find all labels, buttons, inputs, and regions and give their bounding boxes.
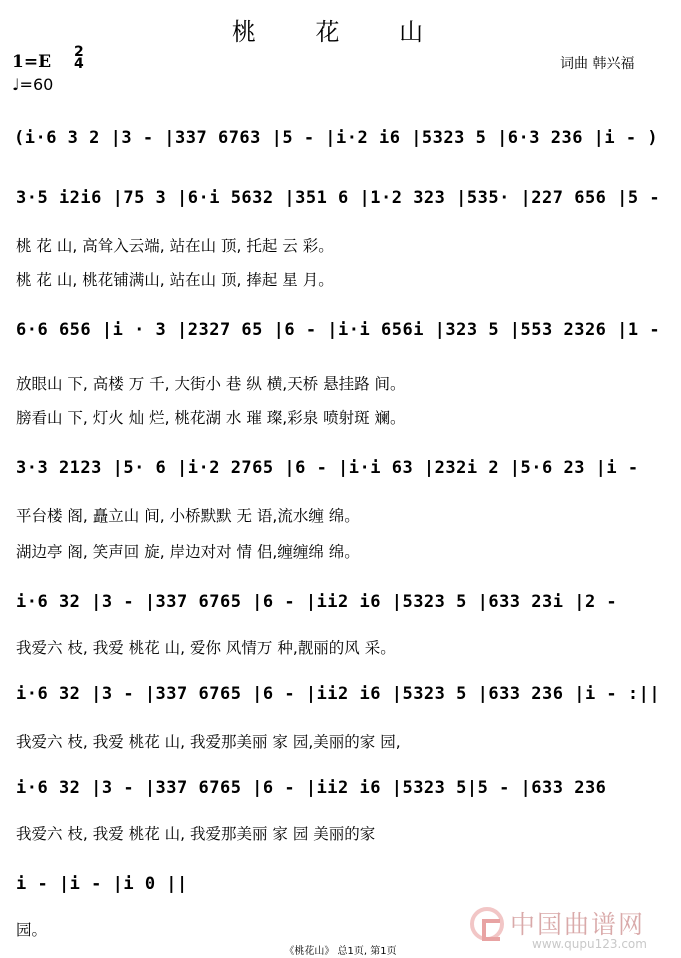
lyric-line: 桃 花 山, 桃花铺满山, 站在山 顶, 捧起 星 月。	[16, 271, 334, 289]
lyric-line: 膀看山 下, 灯火 灿 烂, 桃花湖 水 璀 璨,彩泉 喷射斑 斓。	[16, 409, 406, 427]
lyric-line: 我爱六 枝, 我爱 桃花 山, 我爱那美丽 家 园 美丽的家	[16, 825, 376, 843]
notation-row: i·6 32 |3 - |337 6765 |6 - |ii2 i6 |5323 5 |633 23i |2 -	[16, 592, 618, 612]
page-footer: 《桃花山》 总1页, 第1页	[284, 946, 397, 957]
watermark-name: 中国曲谱网	[510, 910, 646, 939]
notation-row: i - |i - |i 0 ||	[16, 874, 188, 894]
lyric-line: 我爱六 枝, 我爱 桃花 山, 爱你 风情万 种,靓丽的风 采。	[16, 639, 396, 657]
site-logo-icon	[470, 907, 504, 941]
notation-row: i·6 32 |3 - |337 6765 |6 - |ii2 i6 |5323 5 |633 236 |i - :||	[16, 684, 661, 704]
notation-row: 6·6 656 |i · 3 |2327 65 |6 - |i·i 656i |323 5 |553 2326 |1 -	[16, 320, 661, 340]
lyric-line: 桃 花 山, 高耸入云端, 站在山 顶, 托起 云 彩。	[16, 237, 334, 255]
notation-row: 3·3 2123 |5· 6 |i·2 2765 |6 - |i·i 63 |232i 2 |5·6 23 |i -	[16, 458, 639, 478]
key-signature: 1=E	[12, 52, 52, 72]
watermark-url: www.qupu123.com	[532, 937, 647, 951]
tempo-marking: ♩=60	[12, 75, 54, 94]
lyric-line: 平台楼 阁, 矗立山 间, 小桥默默 无 语,流水缠 绵。	[16, 507, 360, 525]
lyric-line: 园。	[16, 921, 48, 939]
lyric-line: 湖边亭 阁, 笑声回 旋, 岸边对对 情 侣,缠缠绵 绵。	[16, 543, 360, 561]
page-title: 桃 花 山	[231, 18, 450, 46]
lyric-line: 我爱六 枝, 我爱 桃花 山, 我爱那美丽 家 园,美丽的家 园,	[16, 733, 401, 751]
notation-row: 3·5 i2i6 |75 3 |6·i 5632 |351 6 |1·2 323 |535· |227 656 |5 -	[16, 188, 661, 208]
lyric-line: 放眼山 下, 高楼 万 千, 大街小 巷 纵 横,天桥 悬挂路 间。	[16, 375, 406, 393]
notation-row: (i·6 3 2 |3 - |337 6763 |5 - |i·2 i6 |5323 5 |6·3 236 |i - )	[14, 128, 659, 148]
notation-row: i·6 32 |3 - |337 6765 |6 - |ii2 i6 |5323 5|5 - |633 236	[16, 778, 607, 798]
credit-line: 词曲 韩兴福	[560, 56, 635, 72]
time-signature: 2 4	[74, 44, 84, 72]
